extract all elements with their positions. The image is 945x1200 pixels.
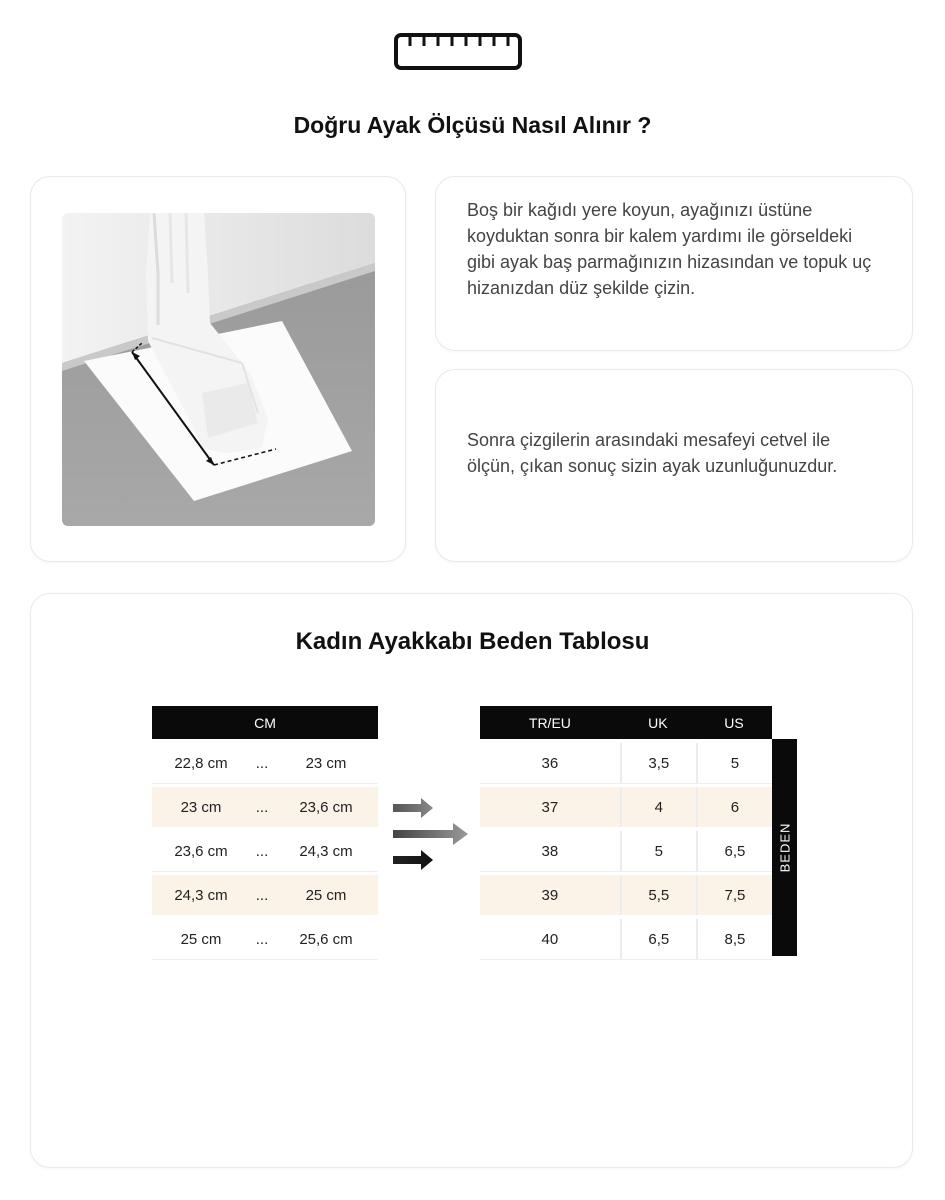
table-row [480,787,772,827]
table-row [480,919,772,959]
beden-label-text: BEDEN [777,822,793,873]
cell-eu: 36 [480,743,620,783]
size-table-card [30,593,913,1168]
cell-uk: 6,5 [620,919,696,959]
table-row [152,875,378,915]
cm-from: 24,3 cm [152,875,250,915]
arrows-icon [393,796,469,874]
cm-table [152,702,378,963]
cell-eu: 37 [480,787,620,827]
cm-separator: ... [250,831,274,871]
photo-card [30,176,406,562]
col-header-us: US [696,706,772,739]
beden-side-label [772,739,797,956]
table-row [480,875,772,915]
cell-us: 6 [696,787,772,827]
size-conversion-table [480,702,772,963]
table-row [152,787,378,827]
cell-uk: 5 [620,831,696,871]
cell-eu: 38 [480,831,620,871]
table-row [480,831,772,871]
cm-to: 25 cm [274,875,378,915]
cm-to: 23,6 cm [274,787,378,827]
col-header-eu: TR/EU [480,706,620,739]
cm-from: 23 cm [152,787,250,827]
cell-eu: 39 [480,875,620,915]
cell-us: 5 [696,743,772,783]
table-row [152,743,378,783]
cell-uk: 5,5 [620,875,696,915]
cell-us: 8,5 [696,919,772,959]
cm-separator: ... [250,787,274,827]
cm-from: 25 cm [152,919,250,959]
cm-separator: ... [250,743,274,783]
instruction-step-2: Sonra çizgilerin arasındaki mesafeyi cetvel ile ölçün, çıkan sonuç sizin ayak uzunluğunuzdur. [467,430,838,476]
ruler-icon [394,33,522,70]
cm-header: CM [152,706,378,739]
cm-to: 24,3 cm [274,831,378,871]
cell-us: 6,5 [696,831,772,871]
size-table-title: Kadın Ayakkabı Beden Tablosu [295,628,650,655]
cm-from: 23,6 cm [152,831,250,871]
cm-to: 25,6 cm [274,919,378,959]
instruction-card-2 [435,369,913,562]
cm-separator: ... [250,919,274,959]
table-row [152,919,378,959]
cm-separator: ... [250,875,274,915]
table-row [480,743,772,783]
col-header-uk: UK [620,706,696,739]
foot-measurement-photo [62,213,375,526]
instruction-card-1 [435,176,913,351]
cell-uk: 3,5 [620,743,696,783]
cell-us: 7,5 [696,875,772,915]
page-title: Doğru Ayak Ölçüsü Nasıl Alınır ? [293,112,652,138]
cell-uk: 4 [620,787,696,827]
cm-to: 23 cm [274,743,378,783]
cell-eu: 40 [480,919,620,959]
table-row [152,831,378,871]
instruction-step-1: Boş bir kağıdı yere koyun, ayağınızı üstüne koyduktan sonra bir kalem yardımı ile görseldeki gibi ayak baş parmağınızın hizasından ve topuk uç hizanızdan düz şekilde çizin. [467,200,872,298]
cm-from: 22,8 cm [152,743,250,783]
